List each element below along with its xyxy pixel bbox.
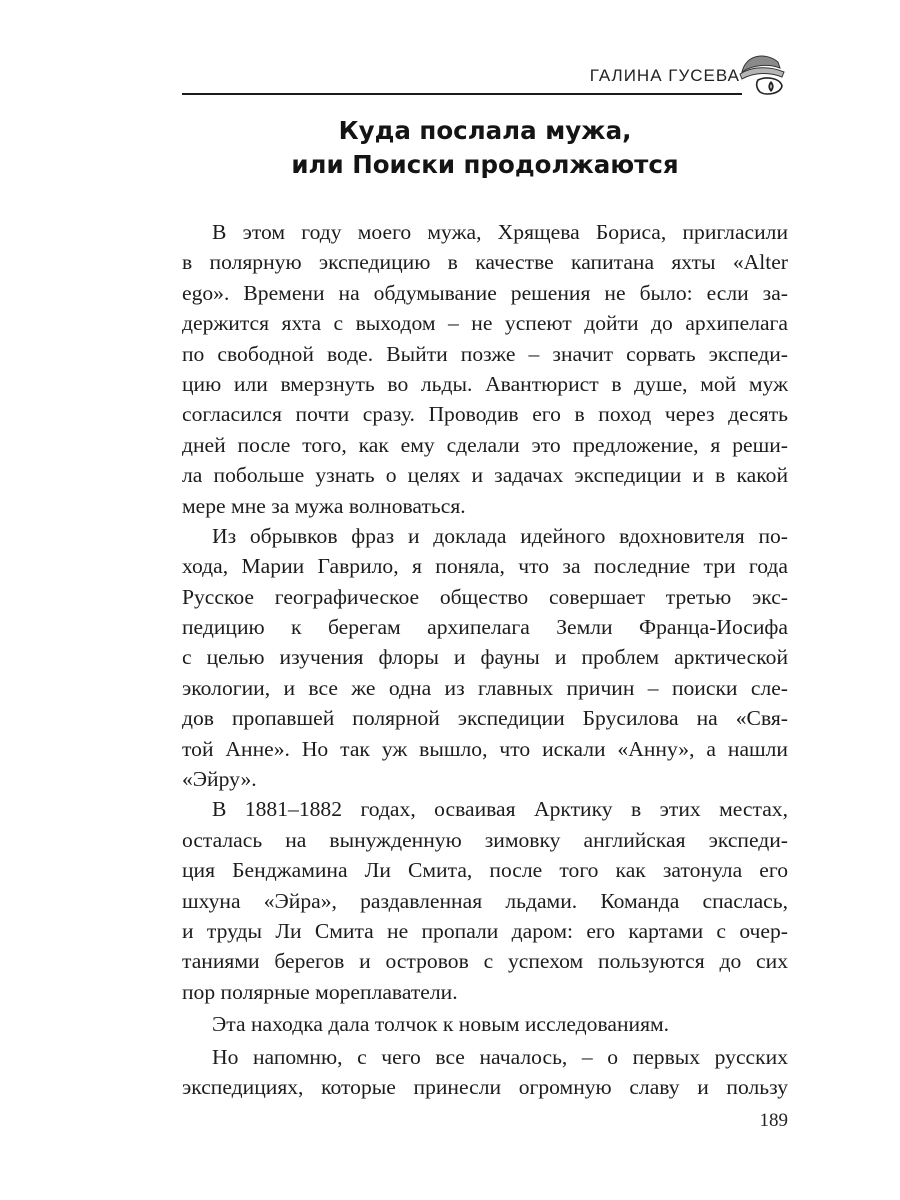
text-line: дов пропавшей полярной экспедиции Брусилова на «Свя- <box>182 706 788 731</box>
header-rule <box>182 93 742 95</box>
title-line-1: Куда послала мужа, <box>338 116 632 145</box>
text-line: дней после того, как ему сделали это предложение, я реши- <box>182 432 788 457</box>
text-line: ла побольше узнать о целях и задачах экспедиции и в какой <box>182 463 788 488</box>
text-line: с целью изучения флоры и фауны и проблем арктической <box>182 645 788 670</box>
text-line: Из обрывков фраз и доклада идейного вдохновителя по- <box>212 523 788 548</box>
text-line: согласился почти сразу. Проводив его в поход через десять <box>182 402 788 427</box>
title-line-2: или Поиски продолжаются <box>291 150 679 179</box>
text-line: мере мне за мужа волноваться. <box>182 493 466 518</box>
text-line: Русское географическое общество совершает третью экс- <box>182 584 788 609</box>
author-name: ГАЛИНА ГУСЕВА <box>589 66 740 85</box>
running-header <box>182 64 788 98</box>
text-line: пор полярные мореплаватели. <box>182 979 458 1004</box>
text-line: таниями берегов и островов с успехом пользуются до сих <box>182 949 788 974</box>
text-line: Но напомню, с чего все началось, – о первых русских <box>212 1044 788 1069</box>
hat-candle-icon <box>736 50 788 102</box>
text-line: хода, Марии Гаврило, я поняла, что за последние три года <box>182 554 788 579</box>
text-line: Эта находка дала толчок к новым исследованиям. <box>212 1012 670 1037</box>
chapter-title <box>182 114 788 182</box>
text-line: в полярную экспедицию в качестве капитана яхты «Alter <box>182 250 788 275</box>
text-line: В 1881–1882 годах, осваивая Арктику в этих местах, <box>212 797 788 822</box>
text-line: по свободной воде. Выйти позже – значит сорвать экспеди- <box>182 341 788 366</box>
text-line: экологии, и все же одна из главных причин – поиски сле- <box>182 675 788 700</box>
text-line: той Анне». Но так уж вышло, что искали «Анну», а нашли <box>182 736 788 761</box>
text-line: и труды Ли Смита не пропали даром: его картами с очер- <box>182 918 788 943</box>
text-line: ция Бенджамина Ли Смита, после того как затонула его <box>182 858 788 883</box>
page-number: 189 <box>759 1110 788 1131</box>
text-line: цию или вмерзнуть во льды. Авантюрист в душе, мой муж <box>182 371 788 396</box>
text-line: осталась на вынужденную зимовку английская экспеди- <box>182 827 788 852</box>
text-line: В этом году моего мужа, Хрящева Бориса, пригласили <box>212 220 788 244</box>
text-line: ego». Времени на обдумывание решения не было: если за- <box>182 280 788 305</box>
text-line: держится яхта с выходом – не успеют дойти до архипелага <box>182 311 788 336</box>
text-line: педицию к берегам архипелага Земли Франца-Иосифа <box>182 615 788 640</box>
body-text <box>182 217 788 1102</box>
text-line: шхуна «Эйра», раздавленная льдами. Команда спаслась, <box>182 888 788 913</box>
text-line: «Эйру». <box>182 767 257 792</box>
text-line: экспедициях, которые принесли огромную славу и пользу <box>182 1074 788 1099</box>
